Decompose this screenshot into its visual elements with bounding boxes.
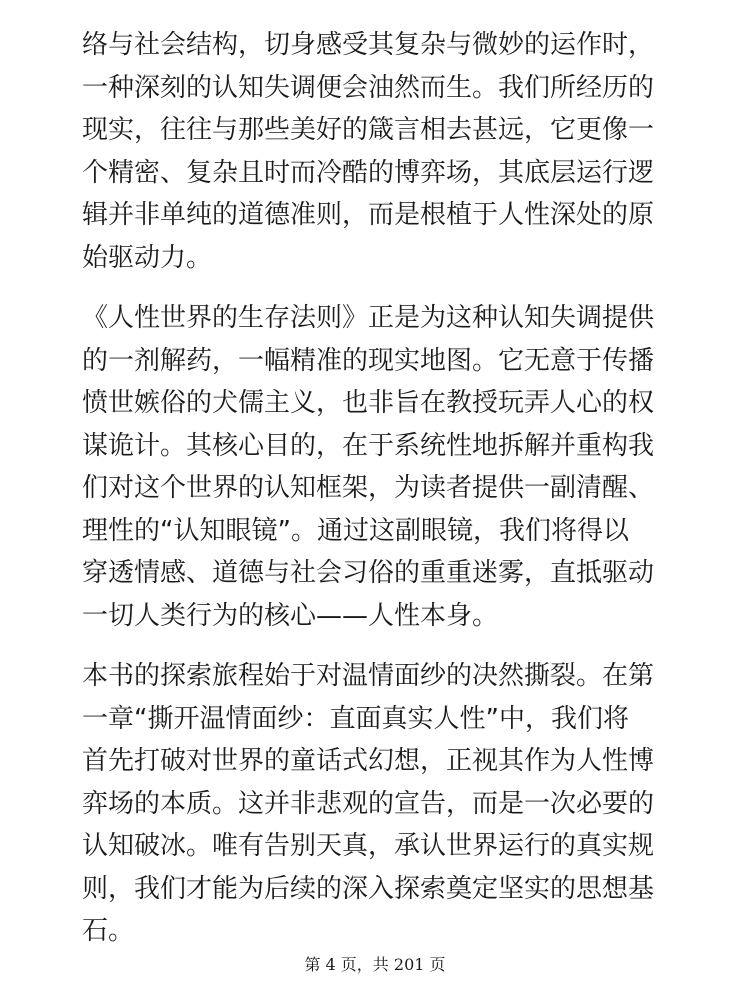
text-line: 个精密、复杂且时而冷酷的博弈场，其底层运行逻 bbox=[82, 157, 655, 188]
page-body bbox=[82, 24, 682, 971]
text-line: 穿透情感、道德与社会习俗的重重迷雾，直抵驱动 bbox=[82, 558, 655, 588]
text-line: 始驱动力。 bbox=[82, 242, 213, 273]
text-line: 谋诡计。其核心目的，在于系统性地拆解并重构我 bbox=[82, 430, 655, 461]
text-line: 辑并非单纯的道德准则，而是根植于人性深处的原 bbox=[82, 200, 655, 230]
page-number-footer: 第 4 页，共 201 页 bbox=[304, 955, 446, 974]
text-line: 的一剂解药，一幅精准的现实地图。它无意于传播 bbox=[82, 345, 655, 376]
text-line: 愤世嫉俗的犬儒主义，也非旨在教授玩弄人心的权 bbox=[82, 388, 655, 418]
text-line: 首先打破对世界的童话式幻想，正视其作为人性博 bbox=[82, 746, 655, 776]
paragraph-2 bbox=[82, 297, 682, 637]
text-line: 一种深刻的认知失调便会油然而生。我们所经历的 bbox=[82, 72, 655, 103]
text-line: 弈场的本质。这并非悲观的宣告，而是一次必要的 bbox=[82, 788, 655, 819]
text-line: 一章“撕开温情面纱：直面真实人性”中，我们将 bbox=[82, 703, 629, 734]
text-line: 们对这个世界的认知框架，为读者提供一副清醒、 bbox=[82, 473, 655, 503]
text-line: 理性的“认知眼镜”。通过这副眼镜，我们将得以 bbox=[82, 515, 629, 546]
text-line: 认知破冰。唯有告别天真，承认世界运行的真实规 bbox=[82, 831, 655, 861]
text-line: 本书的探索旅程始于对温情面纱的决然撕裂。在第 bbox=[82, 661, 655, 691]
text-line: 《人性世界的生存法则》正是为这种认知失调提供 bbox=[82, 303, 655, 333]
text-line: 石。 bbox=[82, 916, 135, 946]
text-line: 现实，往往与那些美好的箴言相去甚远，它更像一 bbox=[82, 115, 655, 145]
text-line: 络与社会结构，切身感受其复杂与微妙的运作时， bbox=[82, 30, 655, 60]
text-line: 则，我们才能为后续的深入探索奠定坚实的思想基 bbox=[82, 873, 655, 904]
text-line: 一切人类行为的核心——人性本身。 bbox=[82, 600, 499, 631]
paragraph-3 bbox=[82, 655, 682, 953]
paragraph-1 bbox=[82, 24, 682, 279]
